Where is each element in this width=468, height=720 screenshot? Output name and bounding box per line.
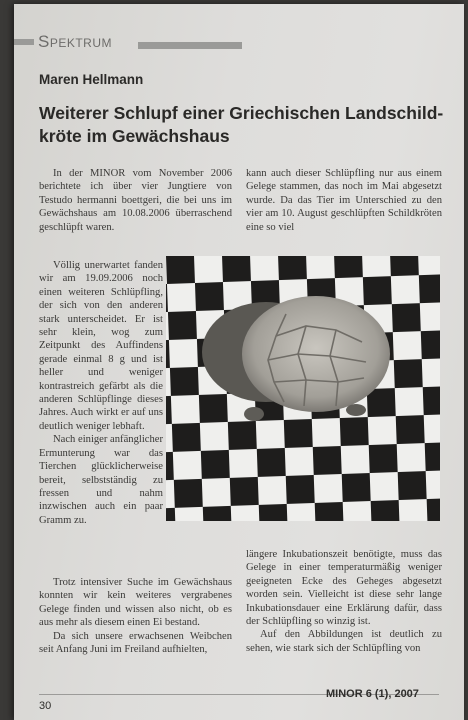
column-1-bottom [39, 576, 232, 656]
paragraph: Nach einiger anfänglicher Ermunterung war das Tierchen glücklicherweise bereit, selbstständig zu fressen und nahm inzwischen auch ein paar Gramm zu. [39, 434, 163, 526]
column-2-top [246, 167, 442, 234]
paragraph: Völlig unerwartet fanden wir am 19.09.2006 noch einen weiteren Schlüpfling, der sich von den anderen stark unterscheidet. Er ist sehr klein, wog zum Zeitpunkt des Auffindens gerade einmal 8 g und ist heller und weniger kontrastreich gefärbt als die anderen Schlüpflinge dieses Jahres. Auch wirkt er auf uns deutlich weniger lebhaft. [39, 260, 163, 432]
article-author: Maren Hellmann [39, 72, 144, 87]
tortoise-checkerboard-photo [166, 256, 440, 521]
column-2-bottom [246, 548, 442, 655]
page-number: 30 [39, 700, 52, 712]
paragraph: Auf den Abbildungen ist deutlich zu sehen, wie stark sich der Schlüpfling von [246, 629, 442, 654]
title-line-2: kröte im Gewächshaus [39, 126, 230, 146]
section-label: Spektrum [38, 32, 113, 51]
section-header [14, 32, 244, 50]
journal-citation: MINOR 6 (1), 2007 [326, 688, 419, 700]
title-line-1: Weiterer Schlupf einer Griechischen Landschild- [39, 103, 444, 123]
column-1-intro [39, 167, 232, 234]
section-bar-left [14, 39, 34, 45]
column-1-wrapped [39, 259, 163, 527]
magazine-page [14, 4, 464, 720]
paragraph: Trotz intensiver Suche im Gewächshaus konnten wir kein weiteres vergrabenes Gelege finden und wissen also nicht, ob es aus mehr als diesem einen Ei bestand. [39, 577, 232, 629]
paragraph: kann auch dieser Schlüpfling nur aus einem Gelege stammen, das noch im Mai abgesetzt wurde. Da das Tier im Unterschied zu den vier am 10. August geschlüpften Schildkröten eine so viel [246, 168, 442, 233]
paragraph: Da sich unsere erwachsenen Weibchen seit Anfang Juni im Freiland aufhielten, [39, 630, 232, 656]
paragraph: längere Inkubationszeit benötigte, muss das Gelege in einer temperaturmäßig weniger geeigneten Ecke des Geheges abgesetzt worden sein. Vielleicht ist diese sehr lange Inkubationsdauer eine Erklärung dafür, dass der Schlüpfling so winzig ist. [246, 549, 442, 628]
paragraph: In der MINOR vom November 2006 berichtete ich über vier Jungtiere von Testudo hermanni boettgeri, die bei uns im Gewächshaus am 10.08.2006 überraschend geschlüpft waren. [39, 168, 232, 233]
section-bar-right [138, 42, 242, 49]
article-title [39, 102, 459, 148]
